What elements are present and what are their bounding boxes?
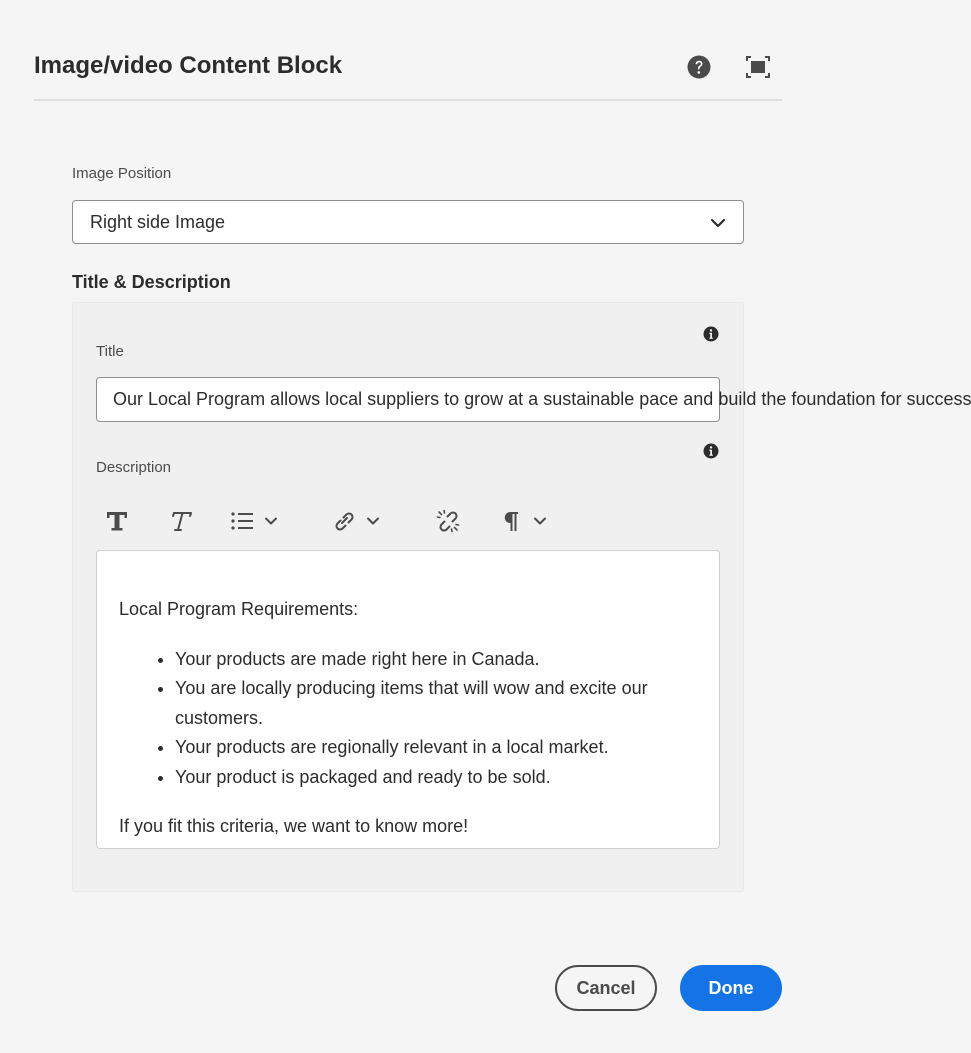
link-icon <box>331 508 357 534</box>
fullscreen-icon[interactable] <box>745 54 771 80</box>
description-info-icon[interactable] <box>703 443 719 459</box>
cancel-button[interactable]: Cancel <box>555 965 657 1011</box>
bold-icon <box>104 508 130 534</box>
list-item: • You are locally producing items that will wow and excite our customers. <box>175 674 697 733</box>
title-input[interactable] <box>96 377 971 422</box>
description-bullet-list <box>119 645 697 793</box>
chevron-down-icon <box>709 214 727 232</box>
title-input-value: Our Local Program allows local suppliers to grow at a sustainable pace and build the foundation for success <box>113 389 971 409</box>
chevron-down-icon <box>365 513 381 529</box>
chevron-down-icon <box>532 513 548 529</box>
unlink-button[interactable] <box>435 506 461 536</box>
paragraph-icon <box>498 508 524 534</box>
image-position-value: Right side Image <box>90 211 226 232</box>
list-item: • Your product is packaged and ready to be sold. <box>175 763 697 793</box>
description-editor[interactable] <box>96 550 720 849</box>
description-outro: If you fit this criteria, we want to know more! <box>119 816 469 836</box>
list-item: • Your products are made right here in Canada. <box>175 645 697 675</box>
done-button[interactable]: Done <box>680 965 782 1011</box>
description-label: Description <box>96 459 172 476</box>
title-info-icon[interactable] <box>703 326 719 342</box>
unlink-icon <box>435 508 461 534</box>
chevron-down-icon <box>263 513 279 529</box>
italic-button[interactable] <box>167 506 193 536</box>
list-icon <box>229 508 255 534</box>
list-item: • Your products are regionally relevant in a local market. <box>175 733 697 763</box>
image-position-label: Image Position <box>72 165 172 182</box>
description-intro: Local Program Requirements: <box>119 599 359 619</box>
paragraph-button[interactable] <box>498 506 548 536</box>
link-button[interactable] <box>331 506 381 536</box>
help-icon[interactable] <box>686 54 712 80</box>
image-position-select[interactable] <box>72 200 744 244</box>
bold-button[interactable] <box>104 506 130 536</box>
section-heading: Title & Description <box>72 272 231 292</box>
dialog-title: Image/video Content Block <box>34 52 343 79</box>
italic-icon <box>167 508 193 534</box>
title-label: Title <box>96 343 124 360</box>
list-button[interactable] <box>229 506 279 536</box>
header-divider <box>34 99 782 101</box>
